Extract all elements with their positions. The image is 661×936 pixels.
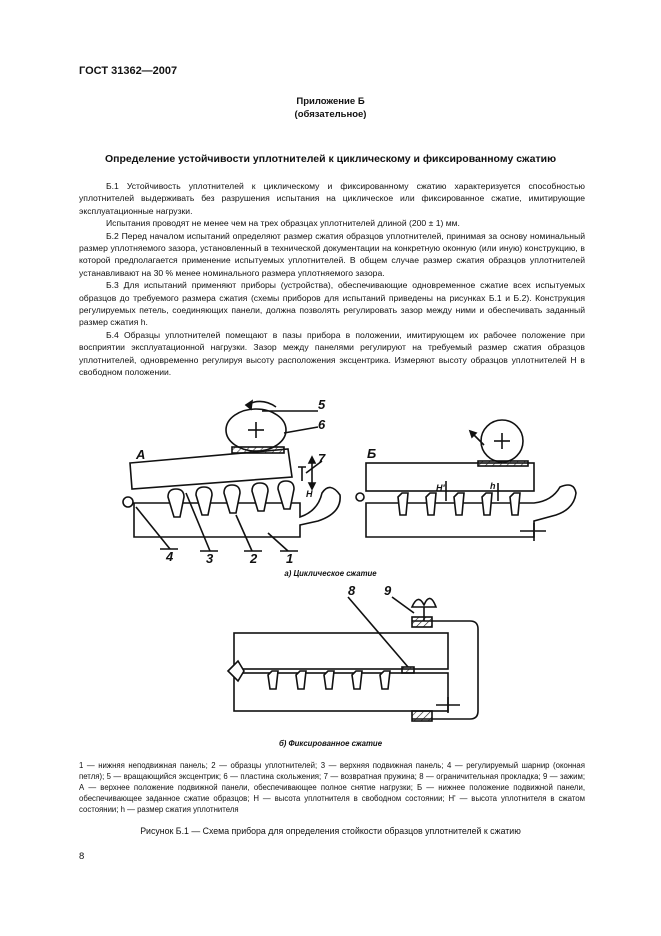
label-position-a: А (136, 447, 146, 462)
paragraph-b4: Б.4 Образцы уплотнителей помещают в пазы прибора в положении, имитирующем их рабочее положение при восприятии эксплуатационной нагрузки. Зазор между панелями регулируют на требуемый размер сжатия образцов уплотнителей, одновременно регулируя высоту расположения эксцентрика. Измеряют высоту образцов уплотнителей H в свободном положении. (79, 329, 585, 378)
label-h-a: H (306, 489, 313, 499)
label-h-small: h (490, 481, 496, 491)
hinge-a (123, 497, 133, 507)
lower-panel-b (366, 485, 576, 537)
paragraph-b2: Б.2 Перед началом испытаний определяют размер сжатия образцов уплотнителей, принимая за основу номинальный размер уплотняемого зазора, установленный в технической документации на конкретную оконную (или иную) конструкцию, в которой предполагается применение испытуемых уплотнителей. В общем случае размер сжатия образцов уплотнителей устанавливают на 30 % менее номинального размера уплотняемого зазора. (79, 230, 585, 278)
label-position-b: Б (367, 446, 377, 461)
scheme-fixed (228, 597, 478, 721)
paragraph-b1: Б.1 Устойчивость уплотнителей к циклическому и фиксированному сжатию характеризуется способностью уплотнителей выдерживать без разрушения испытания на циклическое или фиксированное сжатие, имитирующие эксплуатационные нагрузки. (79, 181, 585, 216)
label-8: 8 (348, 583, 356, 598)
document-header: ГОСТ 31362—2007 (79, 65, 178, 77)
label-h-prime: H' (436, 483, 445, 493)
appendix-title: Определение устойчивости уплотнителей к циклическому и фиксированному сжатию (104, 153, 557, 165)
figure-caption: Рисунок Б.1 — Схема прибора для определения стойкости образцов уплотнителей к сжатию (140, 826, 521, 836)
limiting-spacer (402, 667, 414, 673)
upper-panel-a (130, 449, 292, 489)
test-apparatus-figure (0, 385, 661, 745)
sliding-plate-a (232, 447, 284, 453)
label-3: 3 (206, 551, 214, 566)
sliding-plate-b (478, 461, 528, 466)
body-text (79, 180, 585, 379)
label-9: 9 (384, 583, 392, 598)
figure-legend: 1 — нижняя неподвижная панель; 2 — образцы уплотнителей; 3 — верхняя подвижная панель; 4 — регулируемый шарнир (оконная петля); 5 — вращающийся эксцентрик; 6 — пластина скольжения; 7 — возвратная пружина; 8 — ограничительная прокладка; 9 — зажим; А — верхнее положение подвижной панели, обеспечивающее полное снятие нагрузки; Б — нижнее положение подвижной панели, обеспечивающее заданное сжатие образцов; H — высота уплотнителя в свободном состоянии; H' — высота уплотнителя в сжатом состоянии; h — размер сжатия уплотнителя (79, 761, 585, 814)
label-5: 5 (318, 397, 326, 412)
appendix-status: (обязательное) (294, 109, 367, 120)
page-number: 8 (79, 851, 85, 862)
return-spring-a (298, 467, 306, 481)
label-6: 6 (318, 417, 326, 432)
label-1: 1 (286, 551, 294, 566)
label-7: 7 (318, 451, 326, 466)
scheme-b (356, 420, 576, 541)
wing-nut (412, 598, 436, 607)
label-4: 4 (166, 549, 174, 564)
upper-panel-fixed (234, 633, 448, 669)
paragraph-b3: Б.3 Для испытаний применяют приборы (устройства), обеспечивающие одновременное сжатие всех испытуемых образцов до требуемого размера сжатия (схемы приборов для испытаний приведены на рисунках Б.1 и Б.2). Конструкция регулируемых петель, соединяющих панели, должна позволять регулировать зазор между ними и обеспечивать заданный размер сжатия h. (79, 280, 585, 328)
apparatus-schematic (0, 385, 661, 745)
caption-fixed: б) Фиксированное сжатие (278, 739, 383, 748)
label-2: 2 (250, 551, 258, 566)
upper-panel-b (366, 463, 534, 491)
caption-cyclic: а) Циклическое сжатие (284, 569, 377, 578)
hinge-b (356, 493, 364, 501)
appendix-label: Приложение Б (296, 96, 365, 107)
paragraph-b1-note: Испытания проводят не менее чем на трех образцах уплотнителей длиной (200 ± 1) мм. (106, 218, 460, 229)
scheme-a (123, 401, 340, 551)
lower-panel-fixed (234, 673, 448, 711)
